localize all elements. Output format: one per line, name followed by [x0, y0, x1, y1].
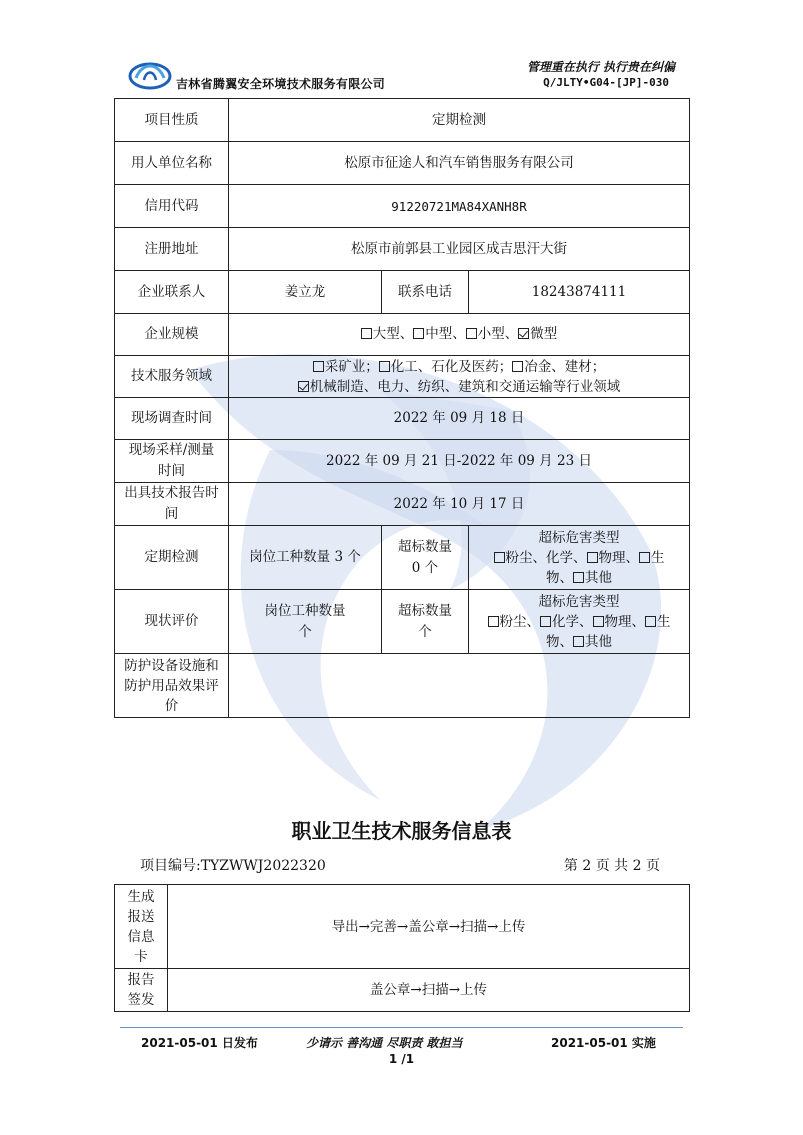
scale-label: 企业规模	[115, 314, 229, 356]
status-exceed: 超标数量 个	[382, 590, 469, 654]
checkbox-icon	[379, 361, 390, 372]
credit-code-label: 信用代码	[115, 185, 229, 228]
table-row	[115, 654, 690, 718]
checkbox-icon	[488, 616, 499, 627]
field-options-line-1: 采矿业； 化工、石化及医药； 冶金、建材；	[233, 357, 685, 377]
checkbox-icon	[573, 572, 584, 583]
company-logo	[128, 56, 172, 90]
status-posts: 岗位工种数量 个	[229, 590, 382, 654]
periodic-hazard-types: 超标危害类型 粉尘、化学、 物理、 生 物、 其他	[469, 526, 690, 590]
page-info: 第 2 页 共 2 页	[563, 858, 660, 874]
table-row	[115, 142, 690, 185]
checkbox-icon	[645, 616, 656, 627]
table-row	[115, 356, 690, 398]
status-hazard-types: 超标危害类型 粉尘、 化学、 物理、 生 物、 其他	[469, 590, 690, 654]
table-row	[115, 526, 690, 590]
info-card-value: 导出→完善→盖公章→扫描→上传	[168, 885, 690, 969]
checkbox-icon	[587, 552, 598, 563]
contact-value: 姜立龙	[229, 271, 382, 314]
periodic-label: 定期检测	[115, 526, 229, 590]
phone-value: 18243874111	[469, 271, 690, 314]
checkbox-icon	[573, 636, 584, 647]
scale-option-micro: 微型	[518, 326, 557, 342]
checked-checkbox-icon	[298, 381, 309, 392]
document-code: Q/JLTY•G04-[JP]-030	[543, 76, 669, 89]
project-nature-label: 项目性质	[115, 99, 229, 142]
footer-motto: 少请示 善沟通 尽职责 敢担当	[306, 1036, 463, 1050]
checkbox-icon	[540, 616, 551, 627]
checkbox-icon	[413, 328, 424, 339]
checkbox-icon	[313, 361, 324, 372]
footer-divider	[120, 1027, 683, 1028]
field-options	[229, 356, 690, 398]
periodic-posts: 岗位工种数量 3 个	[229, 526, 382, 590]
table-row	[115, 398, 690, 440]
checkbox-icon	[494, 552, 505, 563]
page-number: 1 /1	[388, 1052, 415, 1066]
employer-value: 松原市征途人和汽车销售服务有限公司	[229, 142, 690, 185]
scale-options	[229, 314, 690, 356]
table-row	[115, 969, 690, 1012]
sampling-time-value: 2022 年 09 月 21 日-2022 年 09 月 23 日	[229, 440, 690, 483]
project-number: 项目编号:TYZWWJ2022320	[140, 858, 326, 874]
section-title: 职业卫生技术服务信息表	[291, 819, 512, 843]
table-row	[115, 185, 690, 228]
implement-date: 2021-05-01 实施	[551, 1036, 656, 1050]
scale-option-large: 大型、	[361, 326, 414, 342]
field-label: 技术服务领域	[115, 356, 229, 398]
sampling-time-label: 现场采样/测量 时间	[115, 440, 229, 483]
employer-label: 用人单位名称	[115, 142, 229, 185]
checkbox-icon	[639, 552, 650, 563]
survey-time-value: 2022 年 09 月 18 日	[229, 398, 690, 440]
phone-label: 联系电话	[382, 271, 469, 314]
address-value: 松原市前郭县工业园区成吉思汗大街	[229, 228, 690, 271]
report-issue-value: 盖公章→扫描→上传	[168, 969, 690, 1012]
process-table	[114, 884, 690, 1012]
address-label: 注册地址	[115, 228, 229, 271]
status-label: 现状评价	[115, 590, 229, 654]
scale-option-small: 小型、	[466, 326, 519, 342]
info-card-label: 生成 报送 信息 卡	[115, 885, 168, 969]
table-row	[115, 271, 690, 314]
credit-code-value: 91220721MA84XANH8R	[229, 185, 690, 228]
table-row	[115, 440, 690, 483]
checkbox-icon	[593, 616, 604, 627]
table-row	[115, 483, 690, 526]
header-slogan: 管理重在执行 执行贵在纠偏	[526, 60, 675, 74]
project-nature-value: 定期检测	[229, 99, 690, 142]
report-issue-label: 报告 签发	[115, 969, 168, 1012]
checked-checkbox-icon	[518, 328, 529, 339]
checkbox-icon	[512, 361, 523, 372]
report-time-value: 2022 年 10 月 17 日	[229, 483, 690, 526]
table-row	[115, 885, 690, 969]
protection-value	[229, 654, 690, 718]
checkbox-icon	[361, 328, 372, 339]
table-row	[115, 228, 690, 271]
report-time-label: 出具技术报告时 间	[115, 483, 229, 526]
table-row	[115, 99, 690, 142]
field-options-line-2: 机械制造、电力、纺织、建筑和交通运输等行业领域	[233, 377, 685, 397]
table-row	[115, 590, 690, 654]
service-info-table	[114, 98, 690, 718]
periodic-exceed: 超标数量 0 个	[382, 526, 469, 590]
table-row	[115, 314, 690, 356]
checkbox-icon	[466, 328, 477, 339]
contact-label: 企业联系人	[115, 271, 229, 314]
scale-option-medium: 中型、	[413, 326, 466, 342]
protection-label: 防护设备设施和 防护用品效果评 价	[115, 654, 229, 718]
survey-time-label: 现场调查时间	[115, 398, 229, 440]
publish-date: 2021-05-01 日发布	[141, 1036, 258, 1050]
company-name: 吉林省腾翼安全环境技术服务有限公司	[176, 77, 386, 91]
